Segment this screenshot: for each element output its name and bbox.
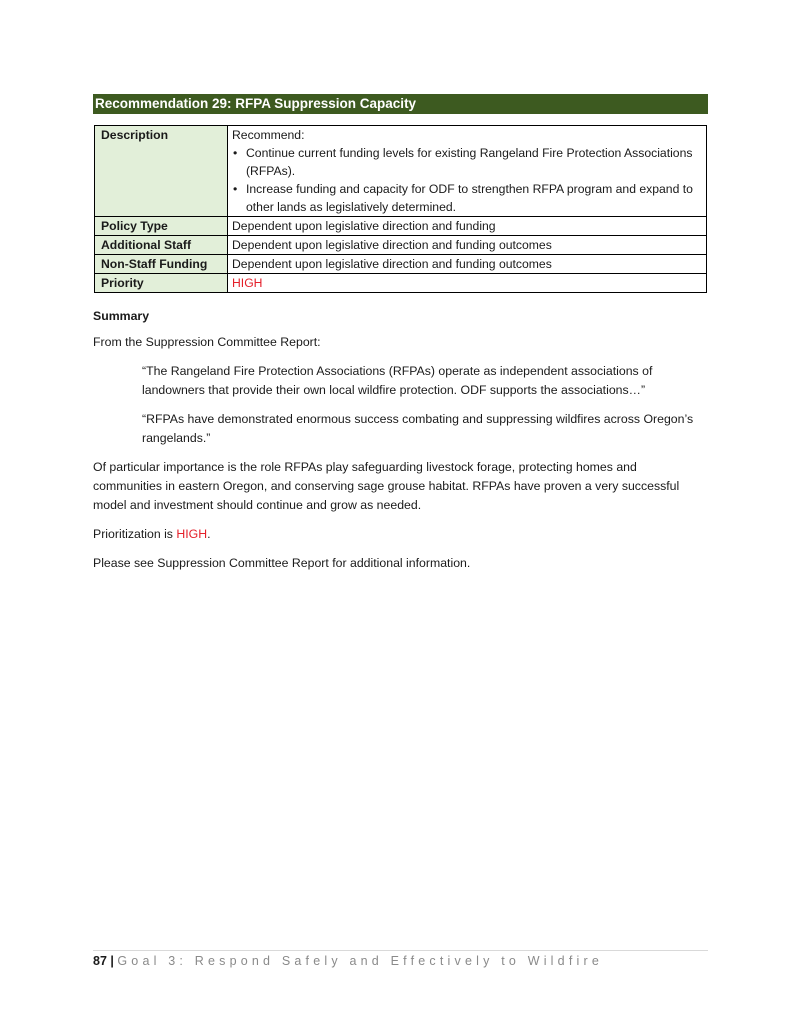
summary-heading: Summary <box>93 309 150 323</box>
page-footer <box>93 950 708 968</box>
page-number: 87 <box>93 954 107 968</box>
policy-type-label: Policy Type <box>95 217 228 236</box>
see-also-paragraph: Please see Suppression Committee Report for additional information. <box>93 556 471 570</box>
summary-importance-paragraph: Of particular importance is the role RFPAs play safeguarding livestock forage, protecting homes and communities in eastern Oregon, and conserving sage grouse habitat. RFPAs have proven a very successful model and investment should continue and grow as needed. <box>93 460 680 512</box>
description-value <box>228 126 707 217</box>
summary-quote: “RFPAs have demonstrated enormous success combating and suppressing wildfires across Oregon’s rangelands.” <box>142 412 694 445</box>
priority-label: Priority <box>95 274 228 293</box>
prioritization-paragraph: Prioritization is HIGH. <box>93 527 211 541</box>
recommendation-table <box>94 125 707 293</box>
table-row-additional-staff <box>95 236 707 255</box>
priority-value: HIGH <box>228 274 707 293</box>
footer-separator: | <box>110 954 114 968</box>
non-staff-funding-label: Non-Staff Funding <box>95 255 228 274</box>
additional-staff-label: Additional Staff <box>95 236 228 255</box>
policy-type-value: Dependent upon legislative direction and funding <box>228 217 707 236</box>
description-bullets <box>232 144 706 216</box>
bullet-icon: • <box>233 182 238 196</box>
description-intro: Recommend: <box>232 128 305 142</box>
additional-staff-value: Dependent upon legislative direction and funding outcomes <box>228 236 707 255</box>
description-bullet: • Continue current funding levels for existing Rangeland Fire Protection Associations (RFPAs). <box>233 146 693 178</box>
summary-quote: “The Rangeland Fire Protection Associations (RFPAs) operate as independent associations of landowners that provide their own local wildfire protection. ODF supports the associations…” <box>142 364 653 397</box>
description-label: Description <box>95 126 228 217</box>
table-row-non-staff-funding <box>95 255 707 274</box>
summary-from-line: From the Suppression Committee Report: <box>93 335 321 349</box>
non-staff-funding-value: Dependent upon legislative direction and funding outcomes <box>228 255 707 274</box>
description-bullet: • Increase funding and capacity for ODF to strengthen RFPA program and expand to other lands as legislatively determined. <box>233 182 693 214</box>
prioritization-value: HIGH <box>176 527 208 541</box>
bullet-icon: • <box>233 146 238 160</box>
recommendation-title: Recommendation 29: RFPA Suppression Capacity <box>93 94 708 114</box>
footer-goal-title: Goal 3: Respond Safely and Effectively to Wildfire <box>117 954 603 968</box>
table-row-policy-type <box>95 217 707 236</box>
table-row-priority <box>95 274 707 293</box>
table-row-description <box>95 126 707 217</box>
document-page <box>93 94 708 573</box>
